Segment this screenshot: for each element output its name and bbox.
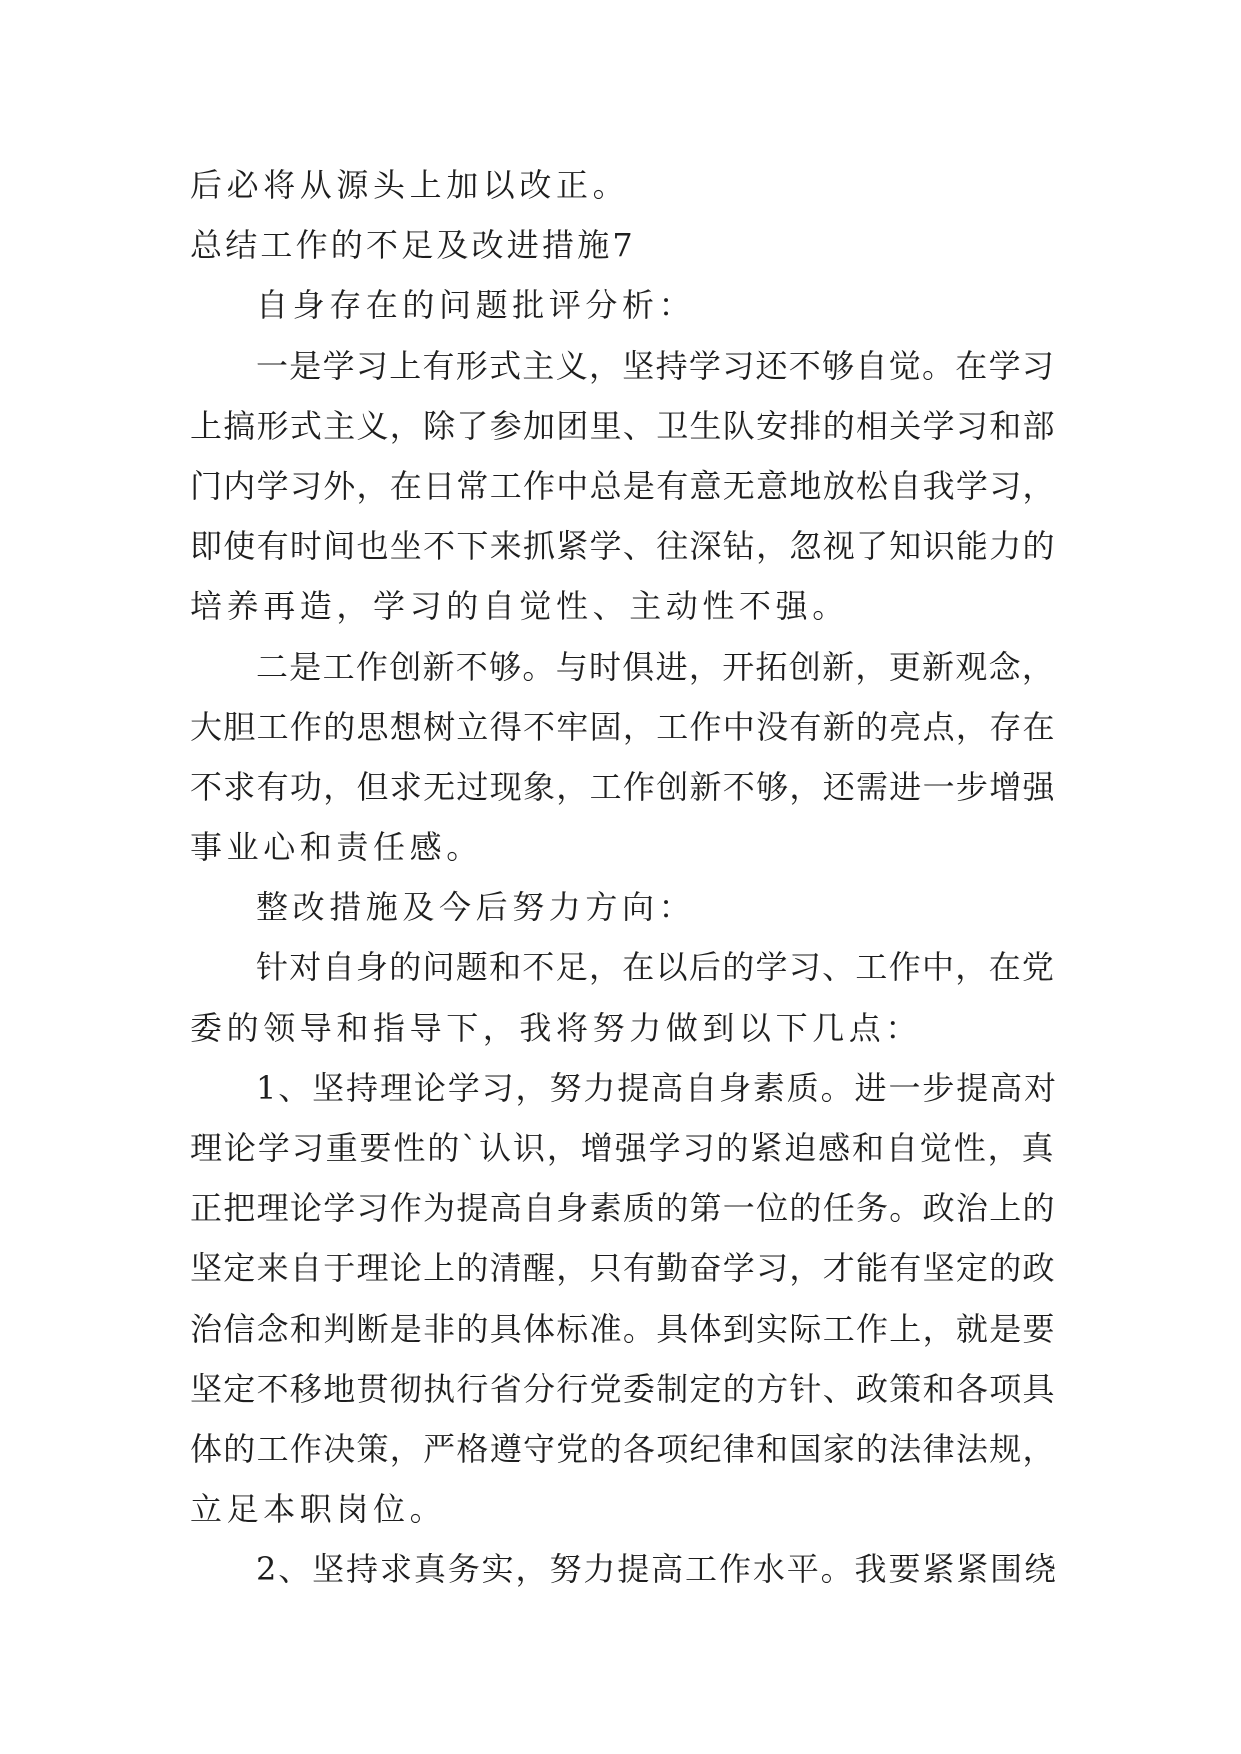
paragraph-line: 治信念和判断是非的具体标准。具体到实际工作上，就是要 [190,1309,1056,1348]
subheading: 自身存在的问题批评分析： [256,286,696,325]
text-line: 后必将从源头上加以改正。 [190,166,630,204]
paragraph-line: 上搞形式主义，除了参加团里、卫生队安排的相关学习和部 [190,406,1056,445]
paragraph-line: 针对自身的问题和不足，在以后的学习、工作中，在党 [256,948,1056,987]
paragraph-line: 门内学习外，在日常工作中总是有意无意地放松自我学习， [190,466,1056,505]
paragraph-line: 委的领导和指导下，我将努力做到以下几点： [190,1008,923,1047]
paragraph-line: 正把理论学习作为提高自身素质的第一位的任务。政治上的 [190,1189,1056,1228]
paragraph-line: 1、坚持理论学习，努力提高自身素质。进一步提高对 [256,1068,1058,1107]
paragraph-line: 立足本职岗位。 [190,1490,447,1529]
paragraph-line: 事业心和责任感。 [190,828,483,867]
document-page [190,155,1060,1600]
subheading: 整改措施及今后努力方向： [256,888,696,927]
paragraph-line: 理论学习重要性的`认识，增强学习的紧迫感和自觉性，真 [190,1129,1056,1167]
paragraph-line: 一是学习上有形式主义，坚持学习还不够自觉。在学习 [256,346,1056,385]
paragraph-line: 即使有时间也坐不下来抓紧学、往深钻，忽视了知识能力的 [190,527,1056,566]
paragraph-line: 体的工作决策，严格遵守党的各项纪律和国家的法律法规， [190,1429,1056,1468]
paragraph-line: 坚定不移地贯彻执行省分行党委制定的方针、政策和各项具 [190,1369,1056,1408]
paragraph-line: 坚定来自于理论上的清醒，只有勤奋学习，才能有坚定的政 [190,1249,1056,1288]
section-heading: 总结工作的不足及改进措施7 [190,226,636,265]
paragraph-line: 培养再造，学习的自觉性、主动性不强。 [190,587,849,626]
paragraph-line: 二是工作创新不够。与时俱进，开拓创新，更新观念， [256,647,1056,686]
paragraph-line: 不求有功，但求无过现象，工作创新不够，还需进一步增强 [190,767,1056,806]
paragraph-line: 大胆工作的思想树立得不牢固，工作中没有新的亮点，存在 [190,707,1056,746]
paragraph-line: 2、坚持求真务实，努力提高工作水平。我要紧紧围绕 [256,1550,1058,1589]
